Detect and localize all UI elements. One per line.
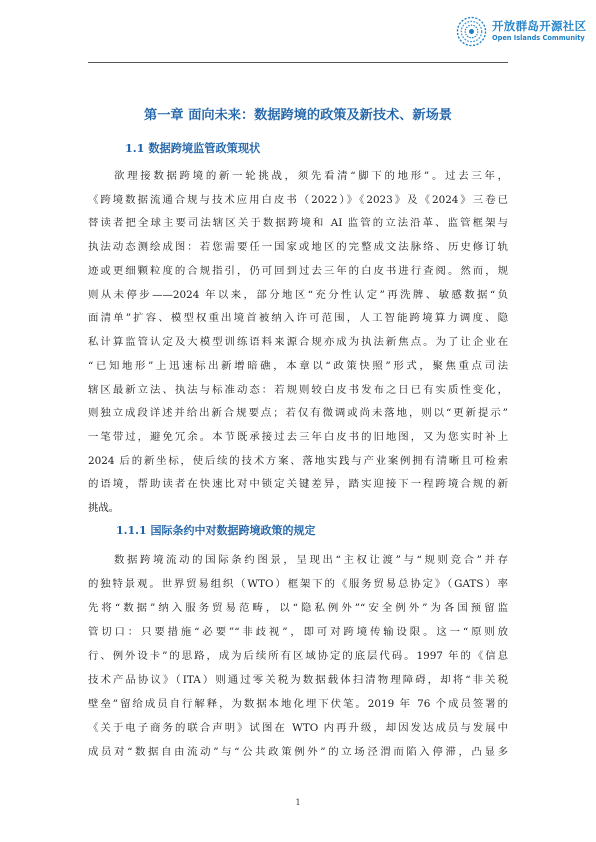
subsection-paragraph-line: 管切口：只要措施“必要”“非歧视”，即可对跨境传输设限。这一“原则放 — [88, 626, 508, 638]
subsection-paragraph-line: 成员对“数据自由流动”与“公共政策例外”的立场泾渭而陷入停滞，凸显多 — [88, 746, 508, 758]
subsection-paragraph-line: 的独特景观。世界贸易组织（WTO）框架下的《服务贸易总协定》（GATS）率 — [88, 578, 508, 590]
section-paragraph-line: 则从未停步——2024 年以来，部分地区“充分性认定”再洗牌、敏感数据“负 — [88, 289, 508, 301]
subsection-title: 1.1.1 国际条约中对数据跨境政策的规定 — [116, 524, 316, 537]
section-paragraph-line: 面清单”扩容、模型权重出境首被纳入许可范围，人工智能跨境算力调度、隐 — [88, 312, 508, 324]
org-name: 开放群岛开源社区 — [492, 19, 587, 33]
header-divider — [88, 62, 508, 63]
section-paragraph-line: 辖区最新立法、执法与标准动态：若规则较白皮书发布之日已有实质性变化， — [88, 384, 508, 396]
org-name-english: Open Islands Community — [492, 34, 585, 42]
section-paragraph-line: 一笔带过，避免冗余。本节既承接过去三年白皮书的旧地图，又为您实时补上 — [88, 431, 508, 443]
section-title: 1.1 数据跨境监管政策现状 — [125, 141, 261, 155]
section-paragraph-line: 则独立成段详述并给出新合规要点；若仅有微调或尚未落地，则以“更新提示” — [88, 407, 508, 419]
section-paragraph-line: 2024 后的新坐标，使后续的技术方案、落地实践与产业案例拥有清晰且可检索 — [88, 455, 508, 467]
header-logo — [456, 16, 587, 48]
subsection-paragraph-line: 壁垒”留给成员自行解释，为数据本地化埋下伏笔。2019 年 76 个成员签署的 — [88, 698, 508, 710]
section-paragraph-line: 欲理接数据跨境的新一轮挑战，须先看清“脚下的地形”。过去三年， — [114, 170, 508, 182]
section-paragraph-line: 《跨境数据流通合规与技术应用白皮书（2022）》《2023》及《2024》三卷已 — [88, 194, 508, 206]
chapter-title: 第一章 面向未来：数据跨境的政策及新技术、新场景 — [144, 108, 452, 123]
page-number: 1 — [295, 798, 301, 807]
section-paragraph-line: 执法动态测绘成图：若您需要任一国家或地区的完整成文法脉络、历史修订轨 — [88, 241, 508, 253]
subsection-paragraph-line: 《关于电子商务的联合声明》试图在 WTO 内再升级，却因发达成员与发展中 — [88, 722, 508, 734]
subsection-paragraph-line: 数据跨境流动的国际条约图景，呈现出“主权让渡”与“规则竞合”并存 — [114, 554, 508, 566]
section-paragraph-line: “已知地形”上迅速标出新增暗礁，本章以“政策快照”形式，聚焦重点司法 — [88, 360, 508, 372]
section-paragraph-line: 迹或更细颗粒度的合规指引，仍可回到过去三年的白皮书进行查阅。然而，规 — [88, 265, 508, 277]
subsection-paragraph-line: 先将“数据”纳入服务贸易范畴，以“隐私例外”“安全例外”为各国预留监 — [88, 602, 508, 614]
section-paragraph-line: 替读者把全球主要司法辖区关于数据跨境和 AI 监管的立法沿革、监管框架与 — [88, 217, 508, 229]
subsection-paragraph-line: 技术产品协议》（ITA）则通过零关税为数据载体扫清物理障碍，却将“非关税 — [88, 674, 508, 686]
section-paragraph-line: 的语境，帮助读者在快速比对中锁定关键差异，踏实迎接下一程跨境合规的新 — [88, 478, 508, 490]
subsection-paragraph-line: 行、例外设卡”的思路，成为后续所有区域协定的底层代码。1997 年的《信息 — [88, 650, 508, 662]
section-paragraph-line: 私计算监管认定及大模型训练语料来源合规亦成为执法新焦点。为了让企业在 — [88, 336, 508, 348]
open-islands-logo-icon — [456, 16, 487, 47]
section-paragraph-line: 挑战。 — [88, 502, 120, 514]
